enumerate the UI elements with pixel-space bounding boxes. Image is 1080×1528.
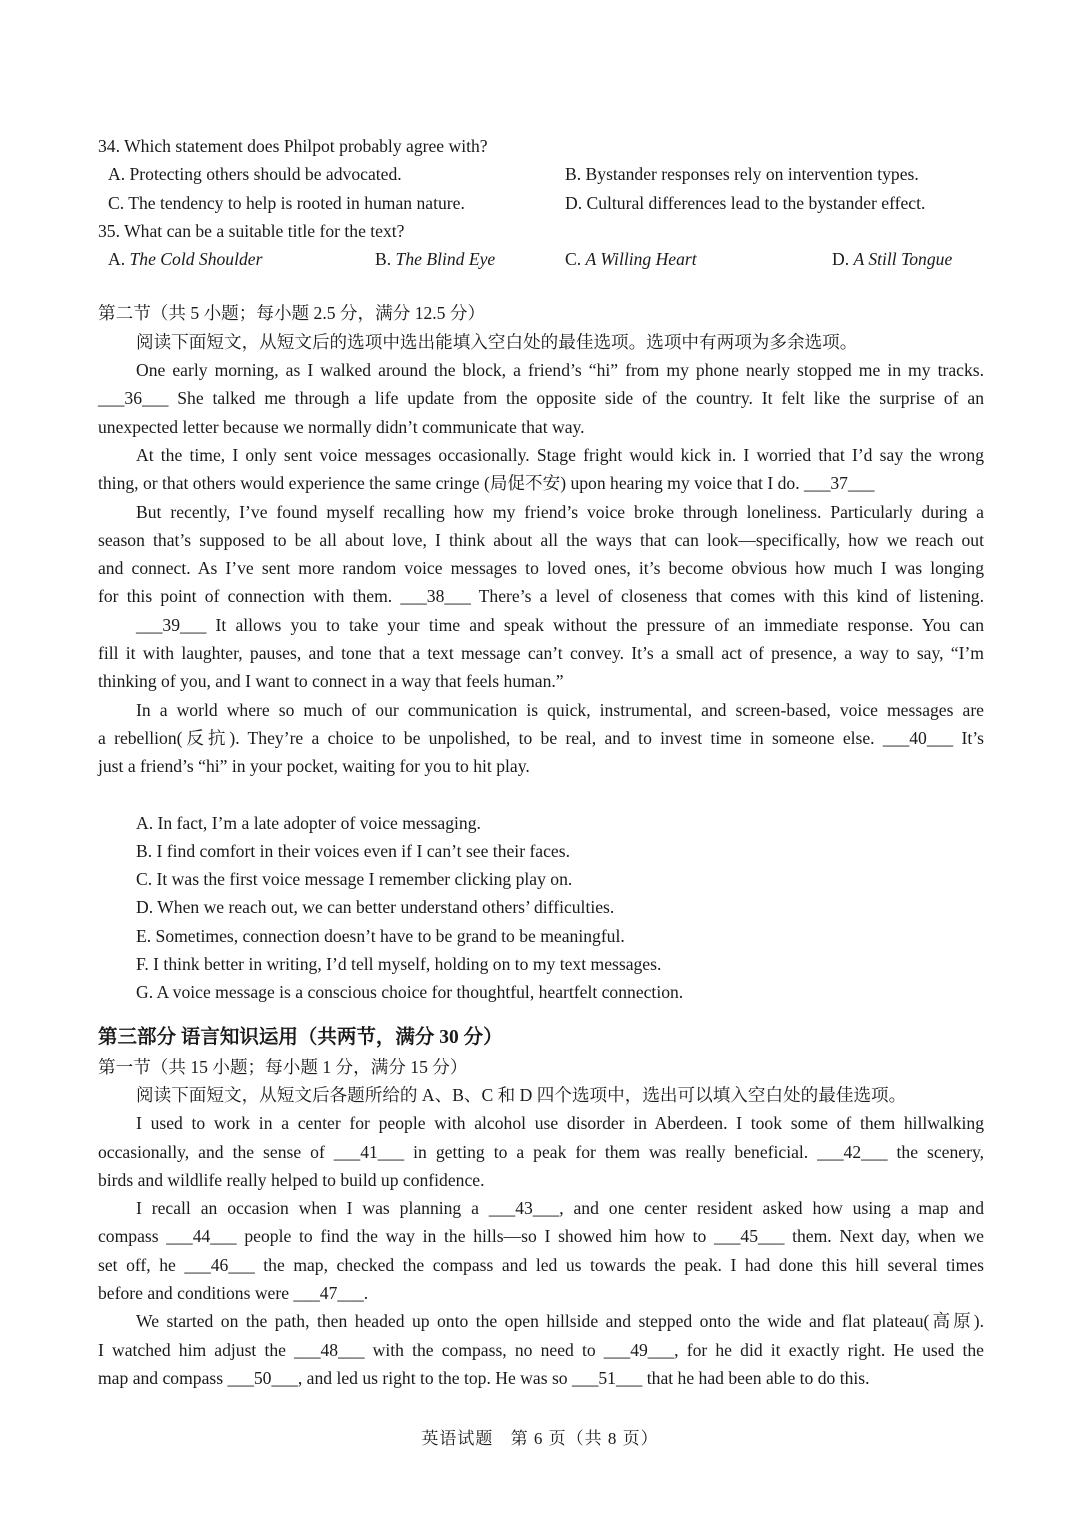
passage-line: ___39___ It allows you to take your time and speak without the pressure of an immediate response. You can — [136, 614, 984, 635]
passage-line: thing, or that others would experience the same cringe (局促不安) upon hearing my voice that I do. ___37___ — [98, 473, 875, 494]
cloze-line: I watched him adjust the ___48___ with the compass, no need to ___49___, for he did it exactly right. He used the — [98, 1339, 984, 1360]
q34-option-a: A. Protecting others should be advocated. — [108, 164, 402, 185]
passage-line: ___36___ She talked me through a life update from the opposite side of the country. It felt like the surprise of an — [98, 388, 984, 409]
passage-line: for this point of connection with them. ___38___ There’s a level of closeness that comes with this kind of listening. — [98, 586, 984, 607]
passage-line: and connect. As I’ve sent more random voice messages to loved ones, it’s become obvious how much I was longing — [98, 558, 984, 579]
option-item: D. When we reach out, we can better understand others’ difficulties. — [136, 897, 615, 918]
q34-stem: 34. Which statement does Philpot probably agree with? — [98, 136, 488, 156]
q34-option-d: D. Cultural differences lead to the bystander effect. — [565, 192, 926, 213]
passage-line: unexpected letter because we normally didn’t communicate that way. — [98, 416, 585, 437]
option-item: A. In fact, I’m a late adopter of voice messaging. — [136, 812, 481, 833]
passage-line: In a world where so much of our communication is quick, instrumental, and screen-based, voice messages are — [136, 699, 984, 720]
q35-option-b: B. The Blind Eye — [375, 249, 496, 270]
passage-line: just a friend’s “hi” in your pocket, waiting for you to hit play. — [98, 756, 530, 777]
cloze-line: I used to work in a center for people with alcohol use disorder in Aberdeen. I took some of them hillwalking — [136, 1113, 984, 1134]
passage-line: One early morning, as I walked around the block, a friend’s “hi” from my phone nearly stopped me in my tracks. — [136, 360, 984, 381]
option-item: B. I find comfort in their voices even if I can’t see their faces. — [136, 840, 570, 861]
passage-line: fill it with laughter, pauses, and tone that a text message can’t convey. It’s a small act of presence, a way to say, “I’m — [98, 643, 984, 664]
cloze-line: before and conditions were ___47___. — [98, 1282, 369, 1303]
section2-instruction: 阅读下面短文，从短文后的选项中选出能填入空白处的最佳选项。选项中有两项为多余选项。 — [136, 331, 858, 352]
passage-line: But recently, I’ve found myself recalling how my friend’s voice broke through loneliness. Particularly during a — [136, 501, 984, 522]
q34-options-row1 — [98, 160, 984, 188]
q35-options — [98, 245, 984, 273]
option-item: F. I think better in writing, I’d tell myself, holding on to my text messages. — [136, 954, 662, 975]
cloze-line: We started on the path, then headed up onto the open hillside and stepped onto the wide and flat plateau(高原). — [136, 1311, 984, 1332]
cloze-line: set off, he ___46___ the map, checked the compass and led us towards the peak. I had done this hill several times — [98, 1254, 984, 1275]
passage-line: thinking of you, and I want to connect in a way that feels human.” — [98, 671, 564, 692]
cloze-line: I recall an occasion when I was planning a ___43___, and one center resident asked how using a map and — [136, 1198, 984, 1219]
q34-options-row2 — [98, 189, 984, 217]
q35-option-a: A. The Cold Shoulder — [108, 249, 263, 270]
cloze-line: compass ___44___ people to find the way in the hills—so I showed him how to ___45___ them. Next day, when we — [98, 1226, 984, 1247]
part3-instruction: 阅读下面短文，从短文后各题所给的 A、B、C 和 D 四个选项中，选出可以填入空白处的最佳选项。 — [136, 1084, 907, 1105]
passage-line: At the time, I only sent voice messages occasionally. Stage fright would kick in. I worried that I’d say the wrong — [136, 444, 984, 465]
q34-option-c: C. The tendency to help is rooted in human nature. — [108, 192, 465, 213]
q35-option-d: D. A Still Tongue — [832, 249, 953, 270]
footer-page-number: 第 6 页（共 8 页） — [510, 1429, 659, 1448]
part3-title: 第三部分 语言知识运用（共两节，满分 30 分） — [98, 1026, 503, 1048]
exam-page — [98, 132, 984, 1392]
page-footer — [0, 1424, 1080, 1449]
cloze-line: occasionally, and the sense of ___41___ in getting to a peak for them was really beneficial. ___42___ the scenery, — [98, 1141, 984, 1162]
passage-line: a rebellion(反抗). They’re a choice to be unpolished, to be real, and to invest time in someone else. ___40___ It’s — [98, 727, 984, 748]
section2-header: 第二节（共 5 小题；每小题 2.5 分，满分 12.5 分） — [98, 303, 486, 324]
part3-section1-header: 第一节（共 15 小题；每小题 1 分，满分 15 分） — [98, 1056, 468, 1077]
q35-stem: 35. What can be a suitable title for the text? — [98, 220, 405, 241]
footer-subject: 英语试题 — [421, 1429, 494, 1448]
option-item: G. A voice message is a conscious choice for thoughtful, heartfelt connection. — [136, 982, 684, 1003]
cloze-line: birds and wildlife really helped to build up confidence. — [98, 1169, 485, 1190]
option-item: C. It was the first voice message I remember clicking play on. — [136, 869, 573, 890]
cloze-line: map and compass ___50___, and led us right to the top. He was so ___51___ that he had been able to do this. — [98, 1367, 870, 1388]
q35-option-c: C. A Willing Heart — [565, 249, 697, 270]
passage-line: season that’s supposed to be all about love, I think about all the ways that can look—specifically, how we reach out — [98, 529, 984, 550]
option-item: E. Sometimes, connection doesn’t have to be grand to be meaningful. — [136, 925, 625, 946]
q34-option-b: B. Bystander responses rely on intervention types. — [565, 164, 919, 185]
